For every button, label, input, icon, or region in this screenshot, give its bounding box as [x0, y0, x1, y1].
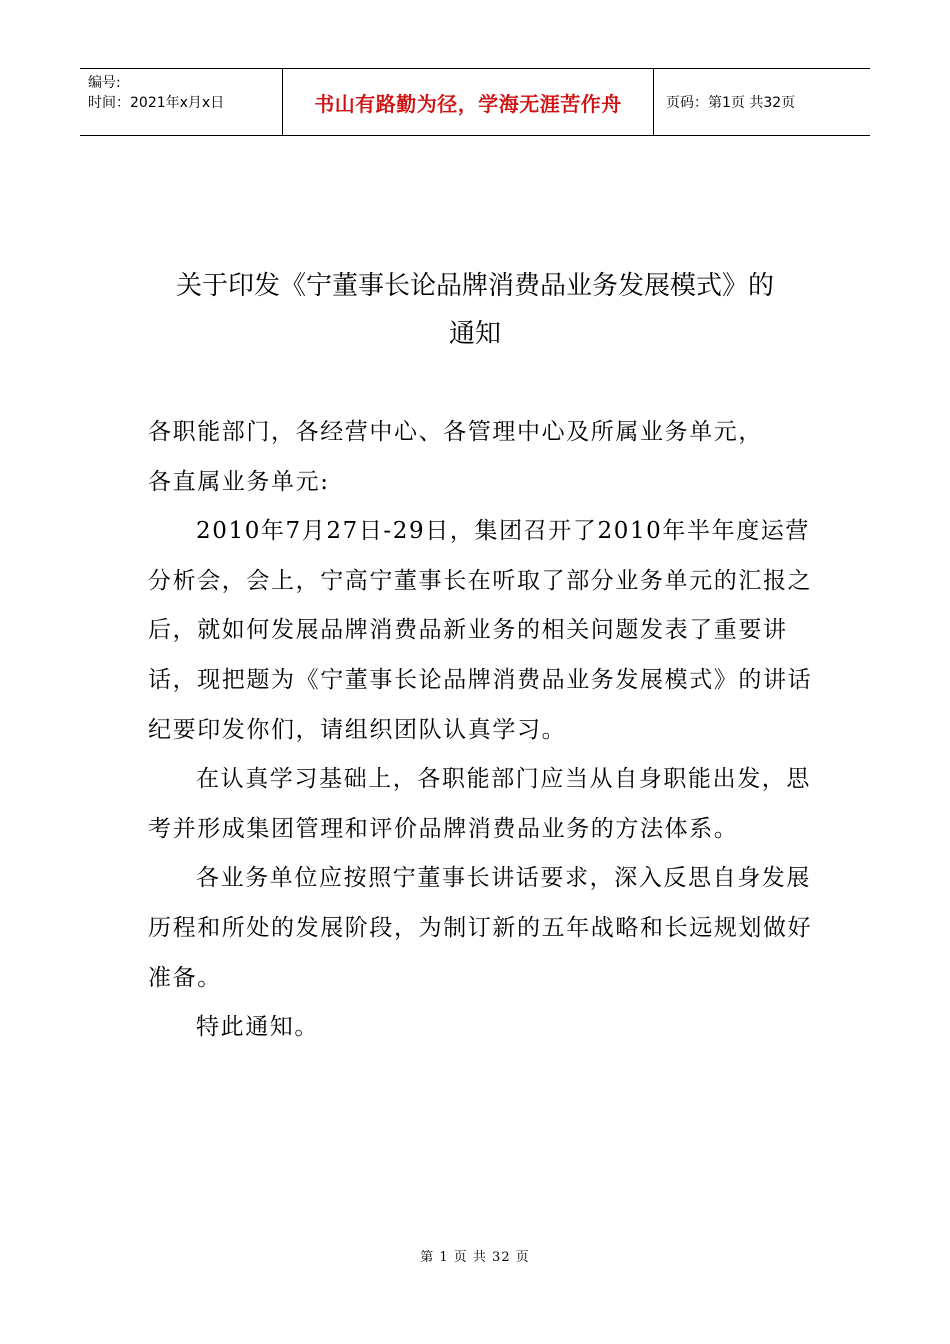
- page-header: [80, 68, 870, 136]
- document-title-line-1: 关于印发《宁董事长论品牌消费品业务发展模式》的: [175, 271, 774, 301]
- paragraph-1: 2010年7月27日-29日，集团召开了2010年半年度运营分析会，会上，宁高宁董事长在听取了部分业务单元的汇报之后，就如何发展品牌消费品新业务的相关问题发表了重要讲话，现把题为《宁董事长论品牌消费品业务发展模式》的讲话纪要印发你们，请组织团队认真学习。: [148, 518, 813, 743]
- document-body: [148, 408, 818, 1053]
- salutation-line-1: 各职能部门，各经营中心、各管理中心及所属业务单元，: [148, 419, 763, 445]
- page-footer: 第 1 页 共 32 页: [420, 1250, 530, 1265]
- salutation-line-2: 各直属业务单元:: [148, 468, 330, 495]
- number-label: 编号:: [88, 75, 121, 91]
- paragraph-3: 各业务单位应按照宁董事长讲话要求，深入反思自身发展历程和所处的发展阶段，为制订新的五年战略和长远规划做好准备。: [148, 865, 813, 991]
- header-motto: 书山有路勤为径，学海无涯苦作舟: [282, 69, 654, 135]
- document-title-line-2: 通知: [448, 319, 501, 349]
- time-label: 时间：2021年x月x日: [88, 95, 225, 111]
- header-meta: [80, 69, 282, 135]
- header-page-info: 页码：第1页 共32页: [666, 95, 796, 111]
- closing-line: 特此通知。: [196, 1014, 319, 1041]
- paragraph-2: 在认真学习基础上，各职能部门应当从自身职能出发，思考并形成集团管理和评价品牌消费品业务的方法体系。: [148, 766, 811, 842]
